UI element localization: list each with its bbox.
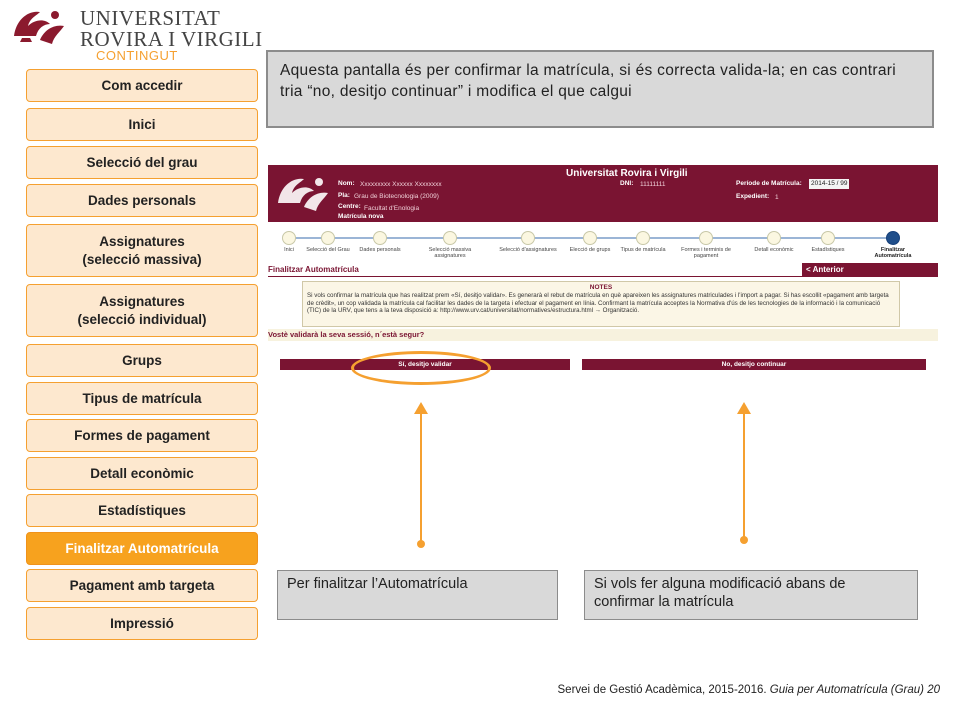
step-dades-personals[interactable]: Dades personals (350, 231, 410, 253)
notes-title: NOTES (589, 284, 613, 291)
arrow-left (414, 402, 428, 548)
progress-steps (268, 222, 938, 264)
step-detall-economic[interactable]: Detall econòmic (744, 231, 804, 253)
confirm-question: Vostè validarà la seva sessió, n´està segur? (268, 329, 938, 341)
menu-item-assignatures-massiva[interactable]: Assignatures (selecció massiva) (26, 224, 258, 277)
menu-item-com-accedir[interactable]: Com accedir (26, 69, 258, 102)
step-inici[interactable]: Inici (259, 231, 319, 253)
matricula-nova: Matrícula nova (338, 213, 384, 220)
app-logo-icon (274, 171, 330, 215)
step-seleccio-massiva[interactable]: Selecció massiva assignatures (420, 231, 480, 259)
app-header (268, 165, 938, 222)
validate-yes-button[interactable]: Sí, desitjo validar (280, 359, 570, 370)
callout-modify: Si vols fer alguna modificació abans de confirmar la matrícula (584, 570, 918, 620)
university-name (80, 8, 263, 50)
continue-no-button[interactable]: No, desitjo continuar (582, 359, 926, 370)
notes-text: Si vols confirmar la matrícula que has realitzat prem «Sí, desitjo validar». Es generarà el rebut de matrícula en què apareixen les assignatures matriculades i l'import a pagar. Si has escollit «pagament amb targeta de crèdit», un cop validada la matrícula cal facilitar les dades de la targeta i efectuar el pagament en línia. Confirmant la matrícula acceptes la Normativa d'ús de les tecnologies de la informació i la comunicació (TIC) de la URV, que tens a la teva disposició a: http://www.urv.cat/universitat/normatives/estructura.html → Organització. (307, 292, 889, 315)
menu-item-pagament-targeta[interactable]: Pagament amb targeta (26, 569, 258, 602)
menu-item-tipus-matricula[interactable]: Tipus de matrícula (26, 382, 258, 415)
step-estadistiques[interactable]: Estadístiques (798, 231, 858, 253)
urv-logo-icon (10, 6, 68, 46)
expedient-value: 1 (775, 194, 779, 201)
urv-logo (10, 4, 263, 51)
back-button[interactable]: < Anterior (802, 263, 938, 276)
step-seleccio-assignatures[interactable]: Selecció d'assignatures (498, 231, 558, 253)
app-screenshot (268, 165, 938, 375)
university-name-line2: ROVIRA I VIRGILI (80, 27, 263, 51)
arrow-right (737, 402, 751, 544)
section-title: Finalitzar Automatrícula (268, 265, 359, 274)
step-finalitzar[interactable]: Finalitzar Automatrícula (863, 231, 923, 259)
menu-item-assignatures-individual[interactable]: Assignatures (selecció individual) (26, 284, 258, 337)
app-title: Universitat Rovira i Virgili (566, 168, 688, 179)
periode-value: 2014-15 / 99 (811, 180, 848, 187)
menu-item-finalitzar-automatricula[interactable]: Finalitzar Automatrícula (26, 532, 258, 565)
contents-heading: CONTINGUT (96, 48, 178, 63)
menu-item-estadistiques[interactable]: Estadístiques (26, 494, 258, 527)
dni-label: DNI: (620, 180, 634, 187)
footer-text: Servei de Gestió Acadèmica, 2015-2016. (557, 684, 770, 696)
nom-label: Nom: (338, 180, 355, 187)
menu-item-grups[interactable]: Grups (26, 344, 258, 377)
menu-item-inici[interactable]: Inici (26, 108, 258, 141)
menu-item-formes-pagament[interactable]: Formes de pagament (26, 419, 258, 452)
footer (558, 684, 940, 696)
university-name-line1: UNIVERSITAT (80, 6, 221, 30)
menu-item-seleccio-grau[interactable]: Selecció del grau (26, 146, 258, 179)
footer-guide: Guia per Automatrícula (Grau) 20 (769, 684, 940, 696)
menu-item-impressio[interactable]: Impressió (26, 607, 258, 640)
periode-label: Període de Matrícula: (736, 180, 802, 187)
centre-label: Centre: (338, 203, 361, 210)
menu-item-detall-economic[interactable]: Detall econòmic (26, 457, 258, 490)
highlight-ellipse (351, 351, 491, 385)
dni-value: 11111111 (640, 181, 666, 188)
step-seleccio-grau[interactable]: Selecció del Grau (298, 231, 358, 253)
section-rule (268, 276, 938, 277)
notes-box (302, 281, 900, 327)
instruction-box: Aquesta pantalla és per confirmar la matrícula, si és correcta valida-la; en cas contrari tria “no, desitjo continuar” i modifica el que calgui (266, 50, 934, 128)
expedient-label: Expedient: (736, 193, 770, 200)
step-tipus-matricula[interactable]: Tipus de matrícula (613, 231, 673, 253)
nom-value: Xxxxxxxxx Xxxxxx Xxxxxxxx (360, 181, 442, 188)
step-eleccio-grups[interactable]: Elecció de grups (560, 231, 620, 253)
callout-finalize: Per finalitzar l’Automatrícula (277, 570, 558, 620)
menu-item-dades-personals[interactable]: Dades personals (26, 184, 258, 217)
step-formes-pagament[interactable]: Formes i terminis de pagament (670, 231, 742, 259)
centre-value: Facultat d'Enologia (364, 205, 420, 212)
pla-value: Grau de Biotecnologia (2009) (354, 193, 439, 200)
pla-label: Pla: (338, 192, 350, 199)
